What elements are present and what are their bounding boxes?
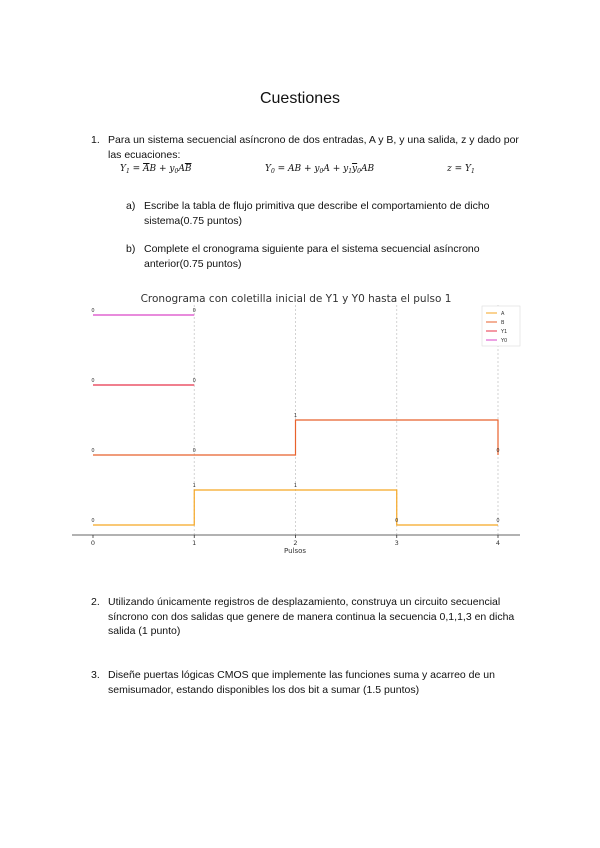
legend-label-b: B <box>501 320 505 326</box>
item-a-text: Escribe la tabla de flujo primitiva que describe el comportamiento de dicho sistema(0.75 puntos) <box>144 200 490 227</box>
series-line-a <box>93 490 498 525</box>
x-tick-label-1: 1 <box>192 539 197 547</box>
question-3-number: 3. <box>91 669 100 681</box>
question-1-number: 1. <box>91 134 100 146</box>
data-label-b-3: 0 <box>496 448 500 454</box>
x-tick-label-4: 4 <box>495 539 501 547</box>
chart-title: Cronograma con coletilla inicial de Y1 y Y0 hasta el pulso 1 <box>140 293 452 305</box>
data-label-y1-1: 0 <box>192 378 196 384</box>
data-label-a-0: 0 <box>91 518 95 524</box>
data-label-a-1: 1 <box>192 483 196 489</box>
equation-y0: $Y_0$ = AB + $y_0A + y_1\overline{y}_0AB$ <box>265 164 375 175</box>
question-2-number: 2. <box>91 596 100 608</box>
chart-legend <box>482 306 520 346</box>
data-label-a-4: 0 <box>496 518 500 524</box>
item-a-letter: a) <box>126 200 136 212</box>
data-label-y1-0: 0 <box>91 378 95 384</box>
x-tick-label-2: 2 <box>293 539 298 547</box>
x-tick-label-3: 3 <box>394 539 399 547</box>
legend-label-y0: Y0 <box>501 338 508 344</box>
question-3-text: Diseñe puertas lógicas CMOS que implemente las funciones suma y acarreo de un semisumador, estando disponibles los dos bit a sumar (1.5 puntos) <box>108 669 495 696</box>
data-label-a-3: 0 <box>395 518 399 524</box>
data-label-y0-1: 0 <box>192 308 196 314</box>
legend-label-a: A <box>501 311 505 317</box>
data-label-a-2: 1 <box>293 483 298 489</box>
data-label-y0-0: 0 <box>91 308 95 314</box>
series-line-b <box>93 420 498 455</box>
question-2-text: Utilizando únicamente registros de desplazamiento, construya un circuito secuencial síncrono con dos salidas que genere de manera continua la secuencia 0,1,1,3 en dicha salida (1 punto) <box>108 596 515 637</box>
x-tick-label-0: 0 <box>90 539 96 547</box>
data-label-b-0: 0 <box>91 448 95 454</box>
x-axis-label: Pulsos <box>283 547 307 555</box>
item-b-text: Complete el cronograma siguiente para el sistema secuencial asíncrono anterior(0.75 puntos) <box>144 243 480 270</box>
data-label-b-1: 0 <box>192 448 196 454</box>
equation-y1: $Y_1 = \overline{A}B + y_0A\overline{B}$ <box>120 164 192 175</box>
equation-z: $z = Y_1$ <box>447 164 475 175</box>
question-1-text: Para un sistema secuencial asíncrono de dos entradas, A y B, y una salida, z y dado por las ecuaciones: <box>108 134 519 161</box>
legend-label-y1: Y1 <box>501 329 508 335</box>
item-b-letter: b) <box>126 243 136 255</box>
page-title: Cuestiones <box>259 90 341 107</box>
data-label-b-2: 1 <box>293 413 298 419</box>
